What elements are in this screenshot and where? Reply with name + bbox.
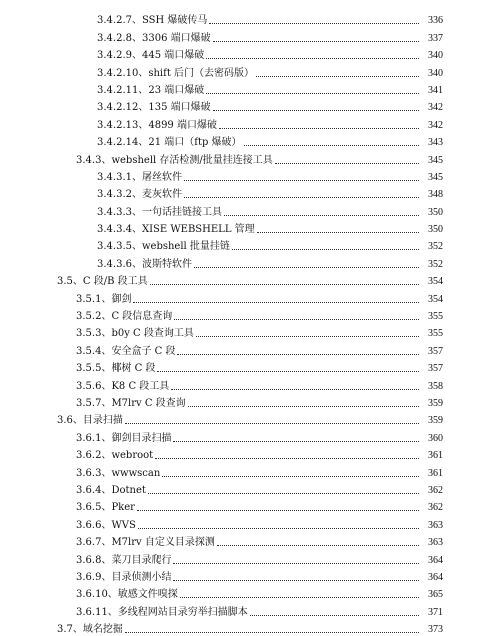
dot-leader [213, 41, 419, 42]
toc-entry-page-number: 345 [428, 154, 443, 166]
dot-leader [188, 406, 419, 407]
dot-leader [256, 76, 419, 77]
toc-entry-title: 3.4.3、webshell 存活检测/批量挂连接工具 [76, 154, 273, 166]
toc-entry-page-number: 337 [428, 32, 443, 44]
dot-leader [244, 145, 419, 146]
toc-entry[interactable] [0, 340, 500, 357]
dot-leader [173, 580, 419, 581]
dot-leader [138, 528, 419, 529]
toc-entry[interactable] [0, 97, 500, 114]
toc-entry[interactable] [0, 375, 500, 392]
toc-entry[interactable] [0, 480, 500, 497]
toc-entry[interactable] [0, 584, 500, 601]
dot-leader [125, 423, 419, 424]
toc-entry[interactable] [0, 219, 500, 236]
toc-entry-title: 3.4.2.12、135 端口爆破 [97, 102, 211, 114]
toc-entry-page-number: 357 [428, 345, 443, 357]
dot-leader [173, 441, 419, 442]
toc-entry-page-number: 350 [428, 206, 443, 218]
toc-entry[interactable] [0, 358, 500, 375]
toc-entry-title: 3.5.1、御剑 [76, 293, 132, 305]
toc-entry[interactable] [0, 10, 500, 27]
toc-entry-page-number: 363 [428, 537, 443, 549]
toc-entry[interactable] [0, 132, 500, 149]
dot-leader [171, 389, 419, 390]
toc-entry[interactable] [0, 253, 500, 270]
toc-entry[interactable] [0, 288, 500, 305]
toc-entry-title: 3.6.1、御剑目录扫描 [76, 432, 172, 444]
toc-entry-title: 3.4.3.2、麦灰软件 [97, 189, 182, 201]
toc-entry[interactable] [0, 201, 500, 218]
toc-entry-title: 3.5.7、M7lrv C 段查询 [76, 397, 186, 409]
toc-entry-page-number: 352 [428, 241, 443, 253]
toc-entry[interactable] [0, 514, 500, 531]
toc-entry-page-number: 345 [428, 171, 443, 183]
dot-leader [250, 615, 419, 616]
dot-leader [194, 267, 419, 268]
dot-leader [162, 476, 419, 477]
dot-leader [209, 23, 419, 24]
dot-leader [257, 232, 419, 233]
toc-entry-title: 3.6、目录扫描 [57, 415, 123, 427]
toc-entry-page-number: 342 [428, 119, 443, 131]
toc-entry-page-number: 352 [428, 258, 443, 270]
dot-leader [217, 545, 419, 546]
toc-entry[interactable] [0, 549, 500, 566]
toc-entry-title: 3.6.10、敏感文件嗅探 [76, 589, 178, 601]
toc-entry[interactable] [0, 497, 500, 514]
toc-entry[interactable] [0, 184, 500, 201]
dot-leader [232, 249, 419, 250]
toc-entry-page-number: 336 [428, 15, 443, 27]
toc-entry-page-number: 359 [428, 397, 443, 409]
table-of-contents [0, 10, 500, 636]
toc-entry-page-number: 350 [428, 224, 443, 236]
toc-entry-page-number: 362 [428, 502, 443, 514]
toc-entry[interactable] [0, 410, 500, 427]
toc-entry[interactable] [0, 445, 500, 462]
toc-entry-title: 3.4.3.1、屠丝软件 [97, 171, 182, 183]
dot-leader [224, 215, 419, 216]
toc-entry[interactable] [0, 236, 500, 253]
toc-entry-title: 3.4.2.11、23 端口爆破 [97, 84, 205, 96]
toc-entry[interactable] [0, 427, 500, 444]
toc-entry-page-number: 340 [428, 50, 443, 62]
toc-entry[interactable] [0, 462, 500, 479]
toc-entry[interactable] [0, 271, 500, 288]
toc-entry-title: 3.4.2.7、SSH 爆破传马 [97, 15, 208, 27]
toc-entry-title: 3.5.6、K8 C 段工具 [76, 380, 170, 392]
toc-entry-title: 3.6.6、WVS [76, 519, 136, 531]
toc-entry-page-number: 354 [428, 293, 443, 305]
toc-entry-page-number: 355 [428, 311, 443, 323]
toc-entry[interactable] [0, 393, 500, 410]
dot-leader [184, 197, 419, 198]
toc-entry-page-number: 357 [428, 363, 443, 375]
toc-entry-page-number: 343 [428, 137, 443, 149]
dot-leader [180, 597, 419, 598]
toc-entry[interactable] [0, 306, 500, 323]
toc-entry-title: 3.6.8、菜刀目录爬行 [76, 554, 172, 566]
toc-entry[interactable] [0, 567, 500, 584]
toc-entry-title: 3.6.7、M7lrv 自定义目录探测 [76, 537, 215, 549]
toc-entry-title: 3.4.3.5、webshell 批量挂链 [97, 241, 230, 253]
dot-leader [213, 110, 419, 111]
toc-entry-page-number: 363 [428, 519, 443, 531]
dot-leader [157, 371, 419, 372]
toc-entry-page-number: 371 [428, 606, 443, 618]
dot-leader [206, 58, 419, 59]
toc-entry-title: 3.4.2.14、21 端口（ftp 爆破） [97, 137, 242, 149]
toc-entry-title: 3.4.2.9、445 端口爆破 [97, 50, 205, 62]
toc-entry-title: 3.5.4、安全盒子 C 段 [76, 345, 176, 357]
dot-leader [275, 163, 419, 164]
toc-entry-page-number: 364 [428, 571, 443, 583]
dot-leader [148, 493, 419, 494]
toc-entry-title: 3.5.3、b0y C 段查询工具 [76, 328, 194, 340]
dot-leader [177, 354, 419, 355]
toc-entry-title: 3.4.2.10、shift 后门（去密码版） [97, 67, 255, 79]
toc-entry-title: 3.6.5、Pker [76, 502, 135, 514]
toc-entry-title: 3.6.11、多线程网站目录穷举扫描脚本 [76, 606, 248, 618]
toc-entry[interactable] [0, 167, 500, 184]
toc-entry-title: 3.5.5、椰树 C 段 [76, 363, 156, 375]
dot-leader [155, 458, 419, 459]
toc-entry[interactable] [0, 45, 500, 62]
toc-entry-title: 3.4.2.13、4899 端口爆破 [97, 119, 217, 131]
toc-entry-page-number: 359 [428, 415, 443, 427]
dot-leader [174, 319, 419, 320]
toc-entry-page-number: 361 [428, 450, 443, 462]
toc-entry[interactable] [0, 62, 500, 79]
toc-entry[interactable] [0, 532, 500, 549]
toc-entry[interactable] [0, 149, 500, 166]
toc-entry-title: 3.4.2.8、3306 端口爆破 [97, 32, 211, 44]
dot-leader [125, 632, 419, 633]
toc-entry[interactable] [0, 601, 500, 618]
toc-entry-title: 3.7、域名挖掘 [57, 624, 123, 636]
toc-entry-page-number: 340 [428, 67, 443, 79]
dot-leader [184, 180, 419, 181]
toc-entry-page-number: 373 [428, 624, 443, 636]
toc-entry[interactable] [0, 27, 500, 44]
toc-entry[interactable] [0, 323, 500, 340]
toc-entry[interactable] [0, 80, 500, 97]
toc-entry[interactable] [0, 619, 500, 636]
toc-entry-title: 3.6.2、webroot [76, 450, 154, 462]
dot-leader [150, 284, 419, 285]
toc-entry-page-number: 364 [428, 554, 443, 566]
dot-leader [137, 510, 419, 511]
toc-entry[interactable] [0, 114, 500, 131]
dot-leader [173, 563, 419, 564]
toc-entry-title: 3.6.3、wwwscan [76, 467, 161, 479]
toc-entry-page-number: 361 [428, 467, 443, 479]
toc-entry-page-number: 354 [428, 276, 443, 288]
toc-entry-title: 3.5、C 段/B 段工具 [57, 276, 148, 288]
dot-leader [133, 302, 419, 303]
dot-leader [196, 336, 419, 337]
toc-entry-page-number: 358 [428, 380, 443, 392]
toc-entry-page-number: 365 [428, 589, 443, 601]
toc-entry-title: 3.4.3.4、XISE WEBSHELL 管理 [97, 224, 255, 236]
dot-leader [206, 93, 419, 94]
toc-entry-page-number: 341 [428, 84, 443, 96]
toc-entry-title: 3.6.4、Dotnet [76, 484, 146, 496]
toc-entry-page-number: 360 [428, 432, 443, 444]
toc-entry-page-number: 342 [428, 102, 443, 114]
toc-entry-page-number: 348 [428, 189, 443, 201]
toc-entry-page-number: 362 [428, 484, 443, 496]
toc-entry-title: 3.6.9、目录侦测小结 [76, 571, 172, 583]
toc-entry-title: 3.5.2、C 段信息查询 [76, 311, 173, 323]
toc-entry-title: 3.4.3.3、一句话挂链接工具 [97, 206, 222, 218]
toc-entry-page-number: 355 [428, 328, 443, 340]
toc-entry-title: 3.4.3.6、波斯特软件 [97, 258, 192, 270]
dot-leader [219, 128, 419, 129]
